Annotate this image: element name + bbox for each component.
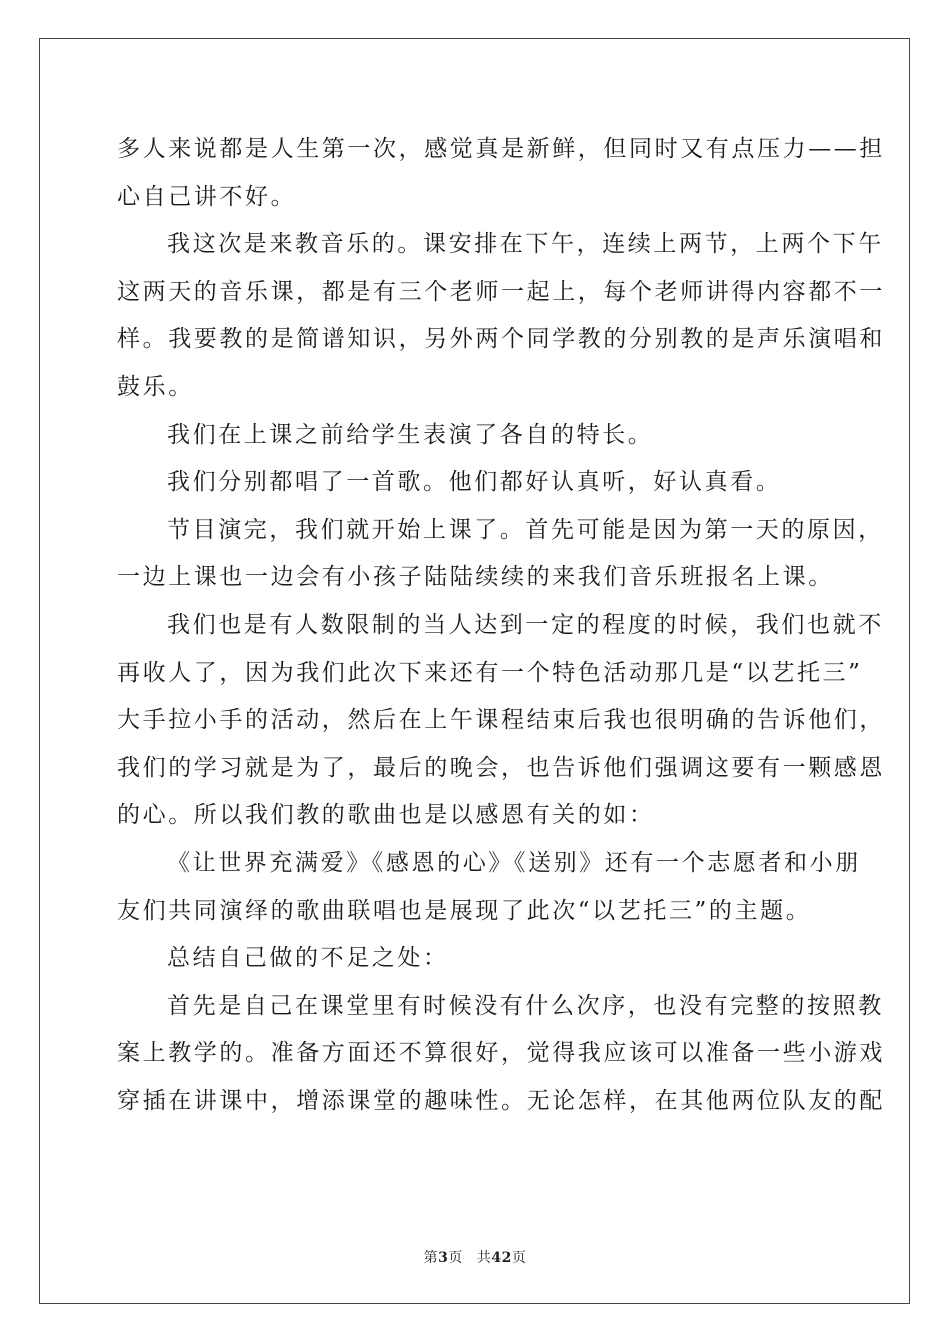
text-line: 总结自己做的不足之处： [167, 945, 449, 972]
text-line: 的心。所以我们教的歌曲也是以感恩有关的如： [117, 802, 655, 829]
text-line: 友们共同演绎的歌曲联唱也是展现了此次“以艺托三”的主题。 [117, 897, 812, 924]
text-line: 样。我要教的是简谱知识，另外两个同学教的分别教的是声乐演唱和 [117, 326, 885, 353]
text-line: 多人来说都是人生第一次，感觉真是新鲜，但同时又有点压力——担 [117, 136, 885, 162]
text-line: 大手拉小手的活动，然后在上午课程结束后我也很明确的告诉他们， [117, 707, 885, 734]
text-line: 首先是自己在课堂里有时候没有什么次序，也没有完整的按照教 [167, 992, 884, 1019]
document-body [117, 126, 885, 1125]
total-suffix: 页 [511, 1250, 527, 1266]
text-line: 再收人了，因为我们此次下来还有一个特色活动那几是“以艺托三” [117, 659, 863, 686]
total-prefix: 共 [476, 1250, 492, 1266]
page-suffix: 页 [448, 1250, 463, 1266]
text-line: 案上教学的。准备方面还不算很好，觉得我应该可以准备一些小游戏 [117, 1040, 885, 1067]
text-line: 《让世界充满爱》《感恩的心》《送别》还有一个志愿者和小朋 [167, 849, 861, 876]
page-prefix: 第 [423, 1250, 439, 1266]
page-footer [0, 1247, 950, 1267]
text-line: 心自己讲不好。 [117, 183, 297, 210]
total-pages: 42 [491, 1250, 512, 1266]
text-line: 一边上课也一边会有小孩子陆陆续续的来我们音乐班报名上课。 [117, 564, 834, 591]
text-line: 我这次是来教音乐的。课安排在下午，连续上两节，上两个下午 [167, 231, 884, 258]
page-number: 3 [438, 1250, 449, 1266]
text-line: 我们在上课之前给学生表演了各自的特长。 [167, 421, 654, 448]
text-line: 鼓乐。 [117, 373, 194, 400]
text-line: 我们的学习就是为了，最后的晚会，也告诉他们强调这要有一颗感恩 [117, 754, 885, 781]
text-line: 我们也是有人数限制的当人达到一定的程度的时候，我们也就不 [167, 611, 884, 638]
text-line: 这两天的音乐课，都是有三个老师一起上，每个老师讲得内容都不一 [117, 278, 885, 305]
text-line: 穿插在讲课中，增添课堂的趣味性。无论怎样，在其他两位队友的配 [117, 1087, 885, 1114]
text-line: 我们分别都唱了一首歌。他们都好认真听，好认真看。 [167, 469, 782, 496]
text-line: 节目演完，我们就开始上课了。首先可能是因为第一天的原因， [167, 516, 884, 543]
